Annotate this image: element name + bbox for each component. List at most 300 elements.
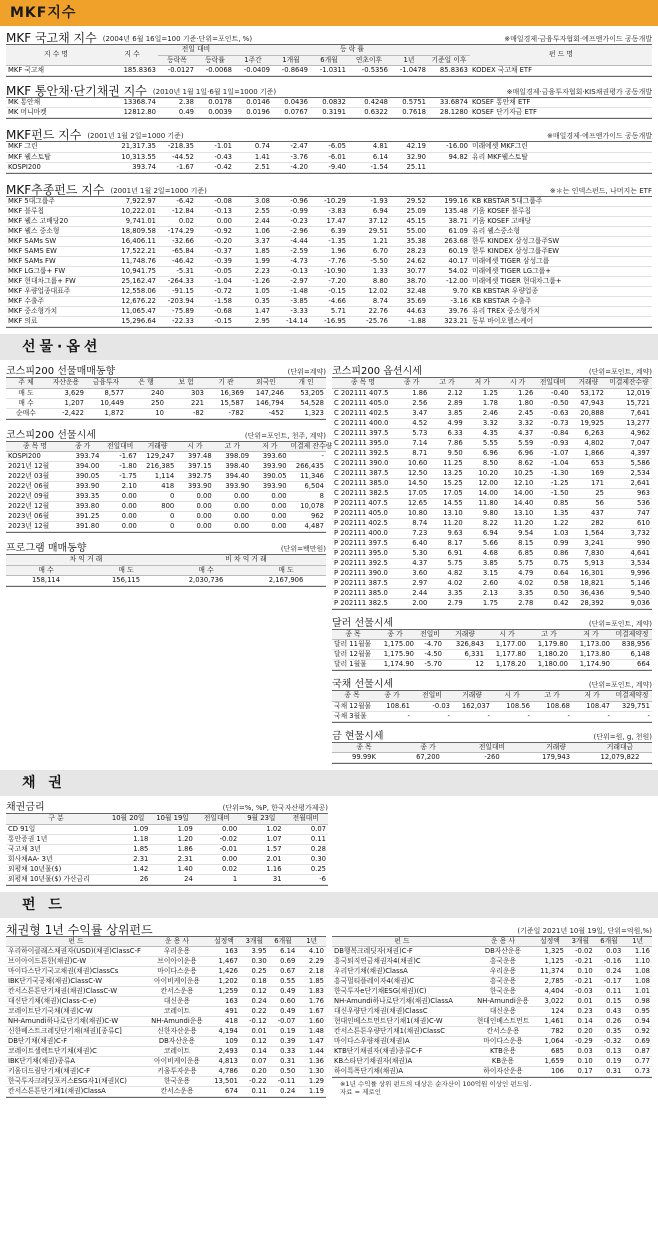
- table-cell: 29.52: [406, 196, 426, 205]
- table-cell: 135.48: [444, 207, 468, 216]
- table-row: [332, 388, 652, 398]
- table-cell: -2.59: [290, 247, 308, 256]
- table-cell: -4.73: [290, 257, 308, 266]
- usd-futures-table: [332, 629, 652, 672]
- table-cell: 0.00: [222, 824, 238, 833]
- futures-columns: [0, 362, 658, 764]
- table-cell: 0.12: [251, 987, 267, 996]
- table-cell: 653: [591, 458, 604, 467]
- table-row: [332, 428, 652, 438]
- mkf-index-banner: MKF지수: [0, 0, 658, 26]
- table-cell: -: [407, 711, 410, 720]
- table-cell: 7,047: [630, 438, 650, 447]
- column-header: 종 목: [332, 630, 374, 640]
- table-cell: 1,323: [304, 408, 324, 417]
- table-cell: 9.63: [447, 528, 463, 537]
- table-row: [6, 864, 328, 874]
- table-row: [6, 388, 326, 398]
- table-cell: 6,148: [630, 650, 650, 659]
- table-cell: 4,813: [218, 1057, 238, 1066]
- table-cell: -0.15: [328, 287, 346, 296]
- table-cell: C 202111 397.5: [334, 428, 389, 437]
- table-cell: 0.02: [178, 217, 194, 226]
- table-row: [6, 874, 328, 884]
- table-cell: 한국운용: [163, 1077, 191, 1086]
- table-cell: -25.76: [366, 317, 388, 326]
- table-cell: 0.69: [634, 1037, 650, 1046]
- table-cell: -0.50: [551, 398, 569, 407]
- table-cell: 26: [139, 874, 149, 883]
- table-cell: 1.47: [254, 307, 270, 316]
- column-header: 고 가: [528, 630, 570, 640]
- table-row: [6, 997, 326, 1007]
- table-cell: 1.96: [330, 247, 346, 256]
- table-cell: P 202111 390.0: [334, 568, 388, 577]
- table-cell: 7.23: [412, 528, 428, 537]
- table-cell: MKF 우량업종대표주: [8, 287, 71, 296]
- table-cell: 266,435: [295, 462, 324, 471]
- table-cell: -0.0127: [167, 65, 194, 74]
- table-cell: 1.33: [372, 267, 388, 276]
- column-header: 저 가: [465, 378, 500, 388]
- table-cell: 마이다스운용: [157, 967, 197, 976]
- table-cell: 163: [225, 997, 238, 1006]
- table-cell: 1,461: [544, 1017, 564, 1026]
- table-row: [6, 1067, 326, 1077]
- table-cell: 3.15: [482, 568, 498, 577]
- table-cell: 0.35: [254, 297, 270, 306]
- table-cell: 31: [272, 874, 282, 883]
- table-cell: 6.33: [447, 428, 463, 437]
- table-cell: 3.85: [447, 408, 463, 417]
- table-cell: MKF LG그룹+ FW: [8, 267, 66, 276]
- table-cell: C 202111 405.0: [334, 398, 389, 407]
- table-cell: 398.09: [225, 452, 250, 461]
- table-cell: NH-Amundi운용: [151, 1017, 203, 1026]
- table-cell: 13.10: [513, 508, 534, 517]
- table-cell: 14.50: [407, 478, 428, 487]
- table-cell: 우리하이클래스채권자(USD)(채권)ClassC-F: [8, 947, 141, 956]
- futures-left-column: 코스피200 선물매매동향 (단위=계약) 주 체 자산운용 금융투자 은 행 보 험 기 관 외국인 개 인 매 도 3,629 8,577 240 303 16,369 147,246 53,205 매 수 1,207 10,449 250 221 15,587 146,794 54,528 순매수 -2,422 1,872 10 -82 -782 -452 1,323 코스피200 선물시세 (단위=포인트, 천주, 계약) 종 목 명 종 가 전일대비 거래량 시 가 고 가 저 가 미결제 잔수량 KOSPI200 393.74 -1.67 129,247 397.48 398.09 393.60 - 2021년 12월 394.00 -1.80 216,385 397.15 398.40 393.90 266,435 2022년 03월 390.05 -1.75 1,114 392.75 394.40 390.05 11,346 2022년 06월 393.90 2.10 418 393.90 393.90 393.90 6,504 2022년 09월 393.35 0.00 0 0.00 0.00 0.00 8 2022년 12월 393.80 0.00 800 0.00 0.00 0.00 10,078 2023년 06월 391.25 0.00 0 0.00 0.00 0.00 962 2023년 12월 391.80 0.00 0 0.00 0.00 0.00 4,487 프로그램 매매동향 (단위=백만원) 차 익 거 래 비 차 익 거 래 매 수 매 도 매 수 매 도 158,114 156,115 2,030,736 2,167,906: [6, 362, 326, 764]
- table-cell: 60.19: [448, 247, 468, 256]
- table-cell: 0.14: [251, 1047, 267, 1056]
- table-cell: 0.20: [251, 1067, 267, 1076]
- k200-options-title: 코스피200 옵션시세: [332, 366, 422, 377]
- table-cell: -0.96: [290, 196, 308, 205]
- column-header: 종 가: [394, 378, 429, 388]
- table-cell: 외평채 10년물($) 가산금리: [8, 874, 90, 883]
- table-cell: -16.95: [324, 317, 346, 326]
- table-cell: 0.0146: [246, 97, 270, 106]
- table-cell: KOSEF 통안채 ETF: [472, 97, 531, 106]
- table-cell: 5.73: [412, 428, 428, 437]
- table-cell: 0.87: [634, 1047, 650, 1056]
- table-cell: 0.95: [634, 1007, 650, 1016]
- table-row: [332, 588, 652, 598]
- table-cell: -1.48: [290, 287, 308, 296]
- column-header: 설정액: [208, 937, 240, 947]
- bond-index-title: MKF 국고채 지수: [6, 31, 97, 45]
- table-cell: 10.60: [407, 458, 428, 467]
- table-cell: CD 91일: [8, 824, 36, 833]
- bond-section-header: 채 권: [0, 770, 658, 796]
- table-cell: 5.30: [412, 548, 428, 557]
- table-cell: 2022년 06월: [8, 482, 50, 491]
- table-cell: 한국운용: [489, 987, 517, 996]
- table-row: [6, 1007, 326, 1017]
- column-header: 기 관: [206, 378, 246, 388]
- k200-options-table: [332, 377, 652, 610]
- table-cell: -0.02: [575, 947, 593, 956]
- table-cell: 6.94: [372, 207, 388, 216]
- table-cell: 0.35: [606, 1027, 622, 1036]
- table-cell: 12.00: [478, 478, 498, 487]
- table-cell: 963: [637, 488, 650, 497]
- table-cell: 마이다스운용: [483, 1037, 523, 1046]
- table-cell: 393.60: [262, 452, 287, 461]
- rates-title: 채권금리: [6, 802, 45, 813]
- column-header: 미결제약정: [612, 630, 652, 640]
- table-cell: 2.44: [254, 217, 270, 226]
- table-cell: 2.46: [482, 408, 498, 417]
- table-row: [6, 967, 326, 977]
- table-cell: MK 통안채: [8, 97, 41, 106]
- table-cell: 1.03: [553, 528, 569, 537]
- table-cell: P 202111 402.5: [334, 518, 388, 527]
- table-cell: 3.35: [518, 588, 534, 597]
- column-header: 자산운용: [46, 378, 86, 388]
- table-cell: -0.5356: [361, 65, 388, 74]
- table-cell: 14.55: [443, 498, 463, 507]
- table-cell: -7.20: [328, 277, 346, 286]
- table-cell: 0.24: [280, 1087, 296, 1096]
- table-cell: 0.18: [251, 977, 267, 986]
- table-cell: 67,200: [416, 753, 440, 762]
- table-cell: 0.33: [280, 1047, 296, 1056]
- table-cell: MKF 의료: [8, 317, 38, 326]
- table-row: [6, 977, 326, 987]
- program-trade-title: 프로그램 매매동향: [6, 543, 87, 554]
- table-cell: 7,830: [584, 548, 604, 557]
- table-cell: 한국투자크레딧포커스ESG자1(채권)(C): [8, 1077, 127, 1086]
- table-cell: 0.22: [251, 1007, 267, 1016]
- table-cell: -0.32: [603, 1037, 622, 1046]
- table-cell: -0.13: [290, 267, 308, 276]
- table-cell: MKF 중소형가치: [8, 307, 58, 316]
- short-index-table: [6, 97, 652, 120]
- table-cell: 5.55: [482, 438, 498, 447]
- table-cell: -3.16: [450, 297, 468, 306]
- table-cell: 15,587: [220, 398, 244, 407]
- table-cell: 6.40: [412, 538, 428, 547]
- table-cell: 하이특폭단기채(채권)A: [334, 1067, 404, 1076]
- table-cell: 393.35: [75, 492, 100, 501]
- table-cell: -1.88: [408, 317, 426, 326]
- table-cell: 0.73: [634, 1067, 650, 1076]
- table-cell: -: [447, 711, 450, 720]
- table-cell: 221: [191, 398, 204, 407]
- table-cell: 3.32: [518, 418, 534, 427]
- table-cell: 674: [225, 1087, 238, 1096]
- table-cell: P 202111 395.0: [334, 548, 388, 557]
- table-cell: 1.78: [482, 398, 498, 407]
- table-cell: 1.16: [266, 864, 282, 873]
- table-cell: -0.43: [214, 152, 232, 161]
- table-row: [332, 1047, 652, 1057]
- table-cell: 1.44: [308, 1047, 324, 1056]
- futures-right-column: 코스피200 옵션시세 (단위=포인트, 계약) 종 목 명 종 가 고 가 저 가 시 가 전일대비 거래량 미결제잔수량 C 202111 407.5 1.86 2.12 1.25 1.26 -0.40 53,172 12,019 C 202111 405.0 2.56 2.89 1.78 1.80 -0.50 47,943 15,721 C 202111 402.5 3.47 3.85 2.46 2.45 -0.63 20,888 7,641 C 202111 400.0 4.52 4.99 3.32 3.32 -0.73 19,925 13,277 C 202111 397.5 5.73 6.33 4.35 4.37 -0.84 6,263 4,962 C 202111 395.0 7.14 7.86 5.55 5.59 -0.93 4,802 7,047 C 202111 392.5 8.71 9.50 6.96 6.96 -1.07 1,866 4,397 C 202111 390.0 10.60 11.25 8.50 8.62 -1.04 653 5,586 C 202111 387.5 12.50 13.25 10.20 10.25 -1.30 169 2,534 C 202111 385.0 14.50 15.25 12.00 12.10 -1.25 171 2,641 C 202111 382.5 17.05 17.05 14.00 14.00 -1.50 25 963 P 202111 407.5 12.65 14.55 11.80 14.40 0.85 56 536 P 202111 405.0 10.80 13.10 9.80 13.10 1.35 437 747 P 202111 402.5 8.74 11.20 8.22 11.20 1.22 282 610 P 202111 400.0 7.23 9.63 6.94 9.54 1.03 1,564 3,732 P 202111 397.5 6.40 8.17 5.66 8.15 0.99 3,241 990 P 202111 395.0 5.30 6.91 4.68 6.85 0.86 7,830 4,641 P 202111 392.5 4.37 5.75 3.85 5.75 0.75 5,913 3,534 P 202111 390.0 3.60 4.82 3.15 4.79 0.64 16,301 9,996 P 202111 387.5 2.97 4.02 2.60 4.02 0.58 18,821 5,146 P 202111 385.0 2.44 3.35 2.13 3.35 0.50 36,436 9,540 P 202111 382.5 2.00 2.79 1.75 2.78 0.42 28,392 9,036 달러 선물시세 (단위=포인트, 계약) 종 목 종 가 전일비 거래량 시 가 고 가 저 가 미결제약정 달러 11월물 1,175.00 -4.70 326,843 1,177.00 1,179.80 1,173.00 838,956 달러 12월물 1,175.90 -4.50 6,331 1,177.80 1,180.20 1,173.80 6,148 달러 1월물 1,174.90 -5.70 12 1,178.20 1,180.00 1,174.90 664 국채 선물시세 (단위=포인트, 계약) 종 목 종 가 전일비 거래량 시 가 고 가 저 가 미결제약정 국채 12월물 108.61 -0.03 162,037 108.56 108.68 108.47 329,751 국채 3월물 - - - - - - - 금 현물시세 (단위=원, g, 천원) 종 목 종 가 전일대비 거래량 거래대금 99.99K 67,200 -260 179,943 12,079,822: [332, 362, 652, 764]
- table-cell: 0.85: [553, 498, 569, 507]
- table-cell: 5.66: [482, 538, 498, 547]
- table-cell: 국채 12월물: [334, 701, 372, 710]
- table-cell: 39.76: [448, 307, 468, 316]
- table-cell: 코레이트: [163, 1047, 191, 1056]
- table-cell: 0.00: [196, 522, 212, 531]
- table-cell: -6.01: [328, 152, 346, 161]
- table-cell: 2023년 12월: [8, 522, 50, 531]
- table-cell: 1.25: [482, 388, 498, 397]
- table-cell: -2.97: [290, 277, 308, 286]
- column-header: 거래량: [452, 691, 492, 701]
- table-cell: 25.09: [406, 207, 426, 216]
- table-cell: 4.02: [447, 578, 463, 587]
- table-cell: 393.90: [187, 482, 212, 491]
- table-cell: 달러 11월물: [334, 640, 372, 649]
- table-cell: 536: [637, 498, 650, 507]
- table-cell: -: [527, 711, 530, 720]
- table-cell: 1.07: [266, 834, 282, 843]
- table-cell: 0.0436: [284, 97, 308, 106]
- table-cell: 0.42: [553, 598, 569, 607]
- table-cell: C 202111 400.0: [334, 418, 389, 427]
- table-cell: 1,173.80: [579, 650, 610, 659]
- table-cell: 1,180.00: [537, 660, 568, 669]
- table-cell: 키움 KOSEF 블루칩: [472, 207, 532, 216]
- table-cell: 칸서스튼튼우량단기채1(채권)ClassC: [334, 1027, 446, 1036]
- column-header: 1년: [297, 937, 326, 947]
- column-header: 저 가: [570, 630, 612, 640]
- table-cell: -1.01: [214, 142, 232, 151]
- table-row: [6, 1047, 326, 1057]
- table-cell: 8.80: [372, 277, 388, 286]
- table-cell: 0.55: [280, 977, 296, 986]
- table-cell: P 202111 397.5: [334, 538, 388, 547]
- table-cell: -0.15: [214, 317, 232, 326]
- table-cell: 흥국운용: [489, 957, 517, 966]
- table-cell: KB KBSTAR 수출주: [472, 297, 532, 306]
- table-cell: 11,374: [540, 967, 564, 976]
- table-row: [6, 824, 328, 834]
- table-row: [6, 297, 652, 307]
- table-cell: 4.37: [412, 558, 428, 567]
- table-cell: 2.31: [133, 854, 149, 863]
- table-cell: 0.07: [310, 824, 326, 833]
- table-cell: 2.60: [482, 578, 498, 587]
- table-cell: 0: [169, 492, 175, 501]
- table-cell: 1.01: [634, 987, 650, 996]
- table-cell: 0.00: [271, 522, 287, 531]
- table-cell: 0.25: [310, 864, 326, 873]
- table-cell: 2.01: [266, 854, 282, 863]
- table-cell: 브이아이드튼한(채권)C-W: [8, 957, 87, 966]
- table-cell: 2,641: [630, 478, 650, 487]
- table-cell: 0.00: [233, 522, 250, 531]
- table-cell: 4,641: [630, 548, 650, 557]
- table-cell: 282: [591, 518, 604, 527]
- table-cell: 393.90: [225, 482, 250, 491]
- table-cell: NH-Amundi하나로단기채(채권)C-W: [8, 1017, 119, 1026]
- table-cell: 185.8363: [123, 65, 156, 74]
- table-cell: 9,540: [630, 588, 650, 597]
- table-cell: -1.67: [119, 452, 137, 461]
- table-cell: 30.77: [406, 267, 426, 276]
- table-row: [332, 508, 652, 518]
- column-header: 전일대비: [460, 743, 524, 753]
- table-row: [332, 448, 652, 458]
- table-cell: 0.0039: [208, 108, 232, 117]
- table-cell: 0.11: [310, 834, 326, 843]
- table-cell: 25.11: [406, 162, 426, 171]
- table-cell: 국고채 3년: [8, 844, 41, 853]
- table-cell: 38.71: [448, 217, 468, 226]
- table-cell: P 202111 400.0: [334, 528, 388, 537]
- table-cell: 0.23: [577, 1007, 593, 1016]
- table-row: [332, 458, 652, 468]
- table-cell: 53,172: [580, 388, 604, 397]
- short-index-title-bar: MKF 통안채·단기채권 지수 (2010년 1월 1일·6월 1일=1000 기준) ※매일경제·금융투자협회·KIS채권평가 공동개발: [6, 83, 652, 98]
- table-cell: 8,577: [104, 388, 124, 397]
- table-cell: 17,522.21: [121, 247, 156, 256]
- table-cell: 38.70: [406, 277, 426, 286]
- table-cell: 0.00: [271, 512, 287, 521]
- table-cell: 4.10: [308, 947, 324, 956]
- table-cell: -203.94: [167, 297, 194, 306]
- table-cell: 12,079,822: [600, 753, 640, 762]
- table-cell: 2.44: [412, 588, 428, 597]
- table-cell: 3,241: [584, 538, 604, 547]
- table-cell: 0.50: [280, 1067, 296, 1076]
- bond-index-table: 지 수 명 지 수 전일 대비 등 락 률 펀 드 명 등락폭 등락률 1주간 1개월 6개월 연초이후 1년 기준일 이후 MKF 국고채 185.8363 -0.0127 -0.0068 -0.0409 -0.8649 -1.0311 -0.5356 -1.0478 85.8363 KODEX 국고채 ETF: [6, 44, 652, 77]
- table-cell: 392.75: [187, 472, 212, 481]
- table-cell: -1.30: [551, 468, 569, 477]
- table-row: [6, 247, 652, 257]
- bond-index-sub: (2004년 6월 16일=100 기준·단위=포인트, %): [102, 35, 253, 43]
- table-cell: -0.92: [214, 227, 232, 236]
- table-cell: 163: [225, 947, 238, 956]
- table-row: [6, 1027, 326, 1037]
- table-cell: DB단기채(채권)C-F: [8, 1037, 68, 1046]
- table-cell: 28.23: [406, 247, 426, 256]
- table-cell: 3.35: [447, 588, 463, 597]
- table-cell: MKF 웰스 중소형: [8, 227, 60, 236]
- table-cell: -0.12: [249, 1017, 267, 1026]
- table-cell: 0.12: [251, 1037, 267, 1046]
- table-cell: 962: [311, 512, 324, 521]
- table-cell: -1.04: [551, 458, 569, 467]
- column-header: 전일대비: [101, 442, 138, 452]
- table-cell: 11.25: [443, 458, 463, 467]
- table-cell: 394.40: [225, 472, 250, 481]
- table-cell: 0.00: [121, 512, 137, 521]
- table-cell: 1.99: [254, 257, 270, 266]
- table-cell: 782: [551, 1027, 564, 1036]
- table-cell: 0.67: [280, 967, 296, 976]
- table-cell: P 202111 382.5: [334, 598, 388, 607]
- table-cell: 0.19: [280, 1027, 296, 1036]
- column-header: 시 가: [500, 378, 535, 388]
- table-cell: 한투 KINDEX 삼성그룹주SW: [472, 237, 560, 246]
- table-cell: -0.39: [214, 257, 232, 266]
- table-cell: MK 머니마켓: [8, 108, 47, 117]
- table-cell: P 202111 385.0: [334, 588, 388, 597]
- column-header: 1년: [623, 937, 652, 947]
- column-header: 시 가: [486, 630, 528, 640]
- table-cell: 24.62: [406, 257, 426, 266]
- table-cell: -0.07: [277, 1017, 296, 1026]
- table-cell: 0.00: [216, 217, 232, 226]
- table-cell: 1,174.90: [579, 660, 610, 669]
- table-cell: 7.86: [447, 438, 463, 447]
- column-header: 보 험: [166, 378, 206, 388]
- table-cell: 25: [595, 488, 604, 497]
- table-row: [6, 462, 326, 472]
- table-cell: 4.81: [372, 142, 388, 151]
- table-cell: 4,487: [304, 522, 324, 531]
- table-cell: 94.82: [448, 152, 468, 161]
- table-cell: 0.86: [553, 548, 569, 557]
- table-row: [332, 528, 652, 538]
- table-cell: 1,207: [64, 398, 84, 407]
- table-cell: 1,174.90: [383, 660, 414, 669]
- table-row: [332, 398, 652, 408]
- table-row: [332, 947, 652, 957]
- column-header: 전일대비: [535, 378, 570, 388]
- table-row: [6, 472, 326, 482]
- table-cell: 키움 KOSEF 고배당: [472, 217, 532, 226]
- table-cell: -0.0409: [243, 65, 270, 74]
- table-cell: 393.74: [75, 452, 100, 461]
- table-cell: 394.00: [75, 462, 100, 471]
- table-cell: 1,866: [584, 448, 604, 457]
- table-cell: 54,528: [300, 398, 324, 407]
- table-row: [332, 660, 652, 670]
- table-row: [332, 598, 652, 608]
- table-cell: 393.90: [262, 462, 287, 471]
- table-cell: 18,809.58: [121, 227, 156, 236]
- table-cell: 491: [225, 1007, 238, 1016]
- table-cell: 키움더드림단기채(채권)C-F: [8, 1067, 91, 1076]
- table-cell: 9,996: [630, 568, 650, 577]
- k200-futures-table: [6, 441, 333, 534]
- column-header: 전일대비: [195, 814, 239, 824]
- table-cell: MKF 수출주: [8, 297, 45, 306]
- table-cell: -0.29: [575, 1037, 593, 1046]
- table-cell: -12.00: [446, 277, 468, 286]
- table-cell: -12.84: [172, 207, 194, 216]
- table-cell: 1,177.80: [495, 650, 526, 659]
- table-cell: 아이비케이운용: [154, 1057, 200, 1066]
- table-cell: 99.99K: [352, 753, 376, 762]
- table-cell: 칸서스튼튼단기채1(채권)ClassA: [8, 1087, 106, 1096]
- table-row: [332, 498, 652, 508]
- column-header: 거래대금: [588, 743, 652, 753]
- table-cell: -22.33: [172, 317, 194, 326]
- table-cell: 28,392: [580, 598, 604, 607]
- table-cell: 240: [151, 388, 164, 397]
- table-cell: 0.24: [251, 997, 267, 1006]
- table-cell: -1.04: [214, 277, 232, 286]
- table-cell: -2,422: [62, 408, 84, 417]
